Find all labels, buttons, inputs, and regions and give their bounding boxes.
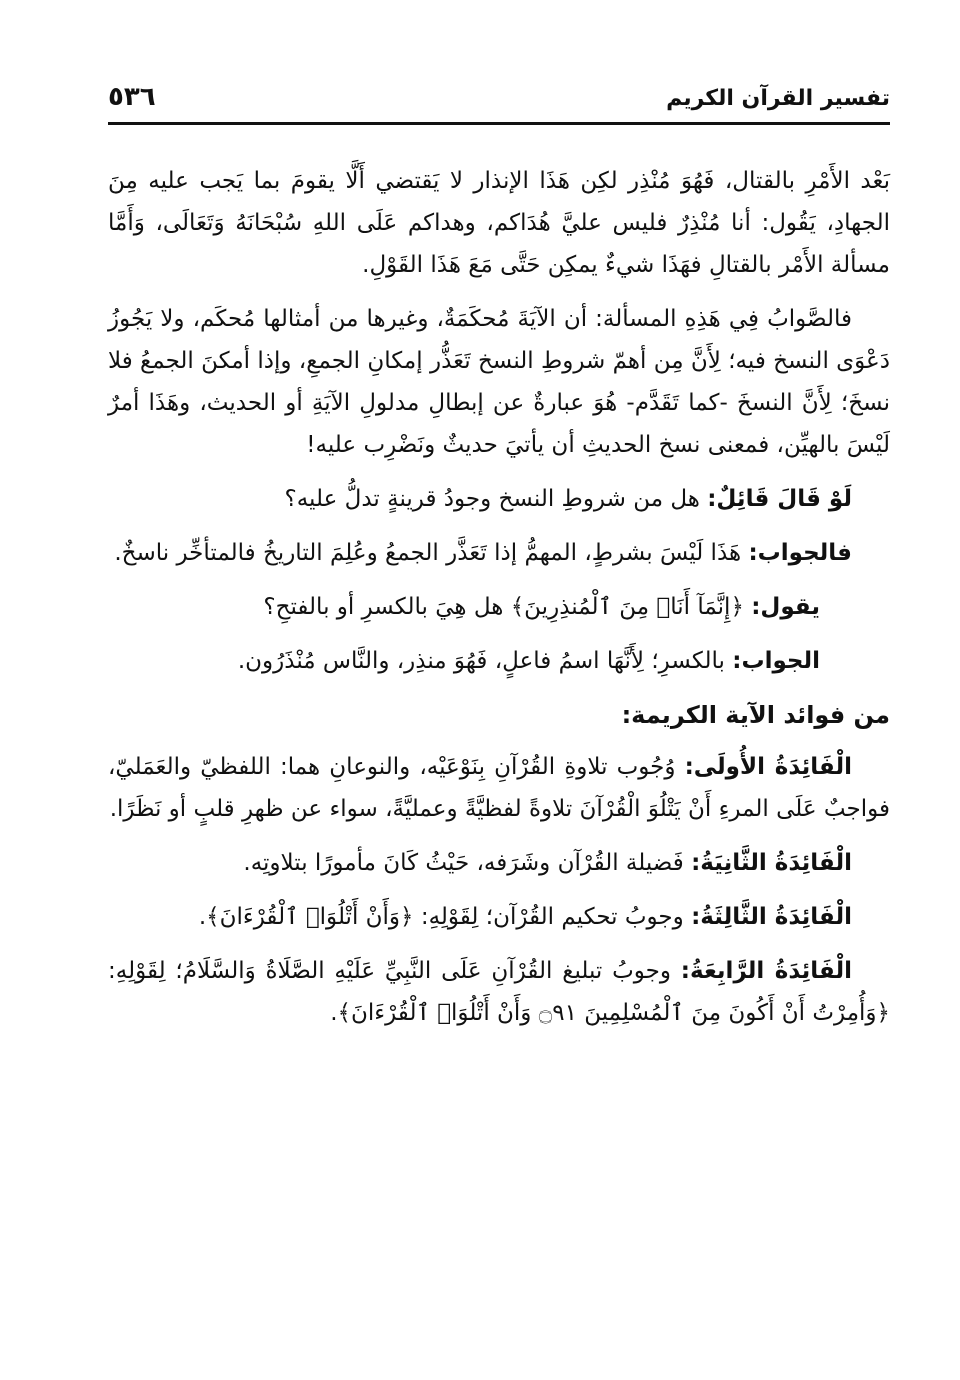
page-number: ٥٣٦ [108, 82, 156, 112]
paragraph-2 [108, 298, 890, 466]
benefit-item-1 [108, 746, 890, 830]
question-paragraph-2 [108, 586, 890, 628]
benefit-lead: الْفَائِدَةُ الثَّالِثَةُ: [691, 904, 852, 930]
question-lead: لَوْ قَالَ قَائِلٌ: [707, 486, 852, 512]
page-header [108, 82, 890, 122]
benefit-text: وجوبُ تحكيم القُرْآن؛ لِقَوْلِهِ: ﴿وَأَنْ أَتْلُوَا۟ ٱلْقُرْءَانَ﴾. [198, 904, 692, 930]
answer-paragraph-2 [108, 640, 890, 682]
paragraph-text: فالصَّوابُ فِي هَذِهِ المسألة: أن الآيَةَ مُحكَمَةٌ، وغيرها من أمثالها مُحكَم، ولا يَجُوزُ دَعْوَى النسخ فيه؛ لِأَنَّ مِن أهمّ شروطِ النسخ تَعَذُّر إمكانِ الجمعِ، وإذا أمكنَ الجمعُ فلا نسخَ؛ لِأَنَّ النسخَ -كما تَقَدَّم- هُوَ عبارةٌ عن إبطالِ مدلولِ الآيَةِ أو الحديث، وهَذَا أمرٌ لَيْسَ بالهيِّن، فمعنى نسخ الحديثِ أن يأتيَ حديثٌ ونَضْرِب عليه! [108, 306, 890, 458]
answer-lead: فالجواب: [748, 540, 852, 566]
question-text: ﴿إِنَّمَآ أَنَا۠ مِنَ ٱلْمُنذِرِينَ﴾ هل هِيَ بالكسرِ أو بالفتحِ؟ [263, 594, 752, 620]
header-divider [108, 122, 890, 125]
question-paragraph [108, 478, 890, 520]
answer-text: بالكسرِ؛ لِأَنَّهَا اسمُ فاعلٍ، فَهُوَ منذِر، والنَّاس مُنْذَرُون. [237, 648, 733, 674]
benefit-lead: الْفَائِدَةُ الأُولَى: [684, 754, 852, 780]
paragraph-text: بَعْد الأَمْرِ بالقتال، فَهُوَ مُنْذِر لكِن هَذَا الإنذار لا يَقتضي أَلَّا يقومَ بما يَجب عليه مِنَ الجهادِ، يَقُول: أنا مُنْذِرٌ فليس عليَّ هُدَاكم، وهداكم عَلَى اللهِ سُبْحَانَهُ وَتَعَالَى، وَأَمَّا مسألة الأَمْر بالقتالِ فهَذَا شيءٌ يمكِن حَتَّى مَعَ هَذَا القَوْلِ. [108, 168, 890, 278]
question-lead: يقول: [751, 594, 820, 620]
benefit-lead: الْفَائِدَةُ الثَّانِيَةُ: [691, 850, 852, 876]
benefit-text: وجوبُ تبليغ القُرْآنِ عَلَى النَّبِيِّ عَلَيْهِ الصَّلَاةُ وَالسَّلَامُ؛ لِقَوْلِهِ: ﴿وَأُمِرْتُ أَنْ أَكُونَ مِنَ ٱلْمُسْلِمِينَ ۝٩١ وَأَنْ أَتْلُوَا۟ ٱلْقُرْءَانَ﴾. [108, 958, 890, 1026]
benefit-item-4 [108, 950, 890, 1034]
answer-text: هَذَا لَيْسَ بشرطٍ، المهمُّ إذا تَعَذَّر الجمعُ وعُلِمَ التاريخُ فالمتأخِّر ناسخٌ. [114, 540, 749, 566]
benefit-item-3 [108, 896, 890, 938]
answer-paragraph [108, 532, 890, 574]
question-text: هل من شروطِ النسخ وجودُ قرينةٍ تدلُّ عليه؟ [284, 486, 708, 512]
benefit-item-2 [108, 842, 890, 884]
benefits-heading: من فوائد الآية الكريمة: [621, 701, 890, 729]
benefit-text: فَضيلة القُرْآن وشَرَفه، حَيْثُ كَانَ مأمورًا بتلاوتِه. [243, 850, 692, 876]
page-body [108, 160, 890, 1046]
benefit-text: وُجُوب تلاوةِ القُرْآنِ بِنَوْعَيْه، والنوعانِ هما: اللفظيّ والعَمَليّ، فواجبٌ عَلَى المرءِ أَنْ يَتْلُوَ الْقُرْآنَ تلاوةً لفظيَّةً وعمليَّةً، سواء عن ظهرِ قلبٍ أو نَظَرًا. [108, 754, 890, 822]
paragraph-1 [108, 160, 890, 286]
answer-lead: الجواب: [732, 648, 820, 674]
benefit-lead: الْفَائِدَةُ الرَّابِعَةُ: [680, 958, 852, 984]
header-title: تفسير القرآن الكريم [666, 86, 890, 111]
